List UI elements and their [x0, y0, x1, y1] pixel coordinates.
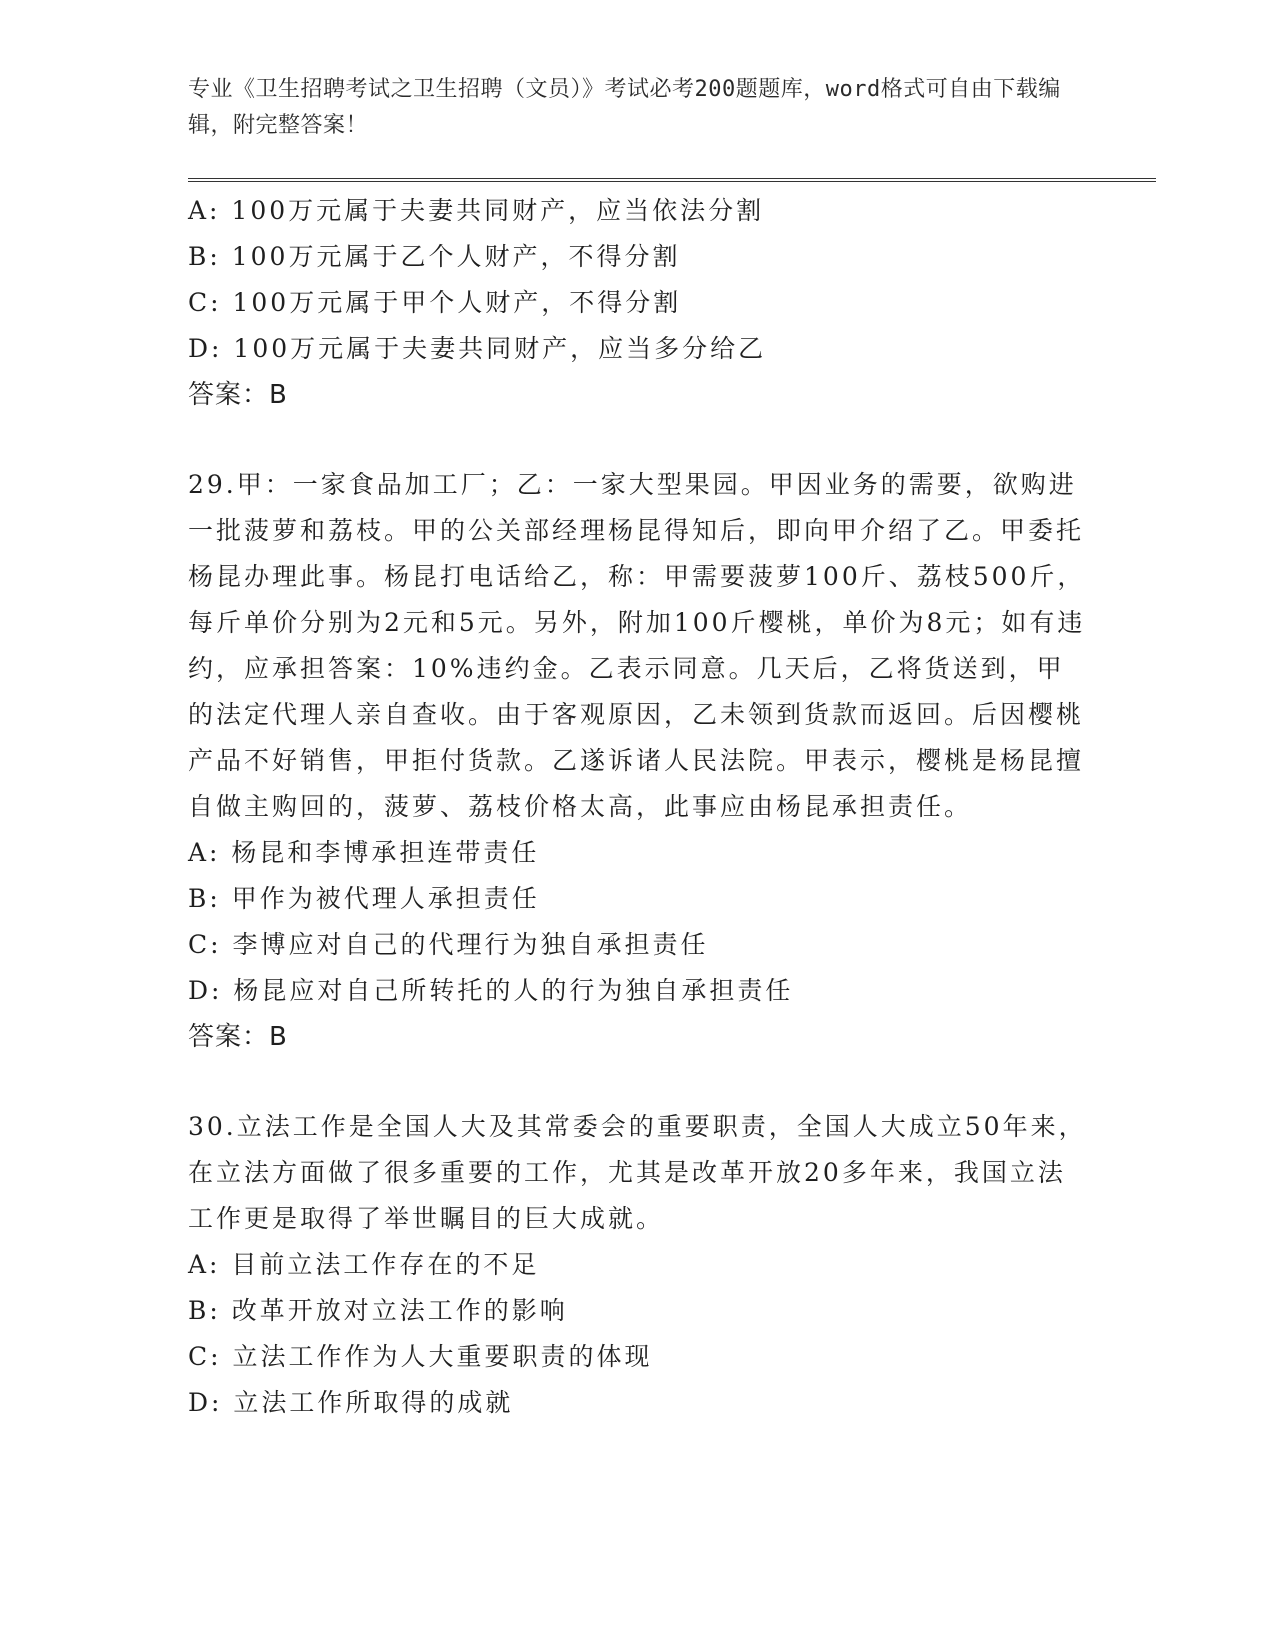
option-a: A: 100万元属于夫妻共同财产，应当依法分割	[188, 196, 765, 225]
option-c: C: 李博应对自己的代理行为独自承担责任	[188, 930, 709, 959]
header-divider	[188, 178, 1156, 182]
question-28-remainder	[188, 188, 1088, 418]
question-stem: 29.甲：一家食品加工厂；乙：一家大型果园。甲因业务的需要，欲购进一批菠萝和荔枝。甲的公关部经理杨昆得知后，即向甲介绍了乙。甲委托杨昆办理此事。杨昆打电话给乙，称：甲需要菠萝100斤、荔枝500斤，每斤单价分别为2元和5元。另外，附加100斤樱桃，单价为8元；如有违约，应承担答案：10%违约金。乙表示同意。几天后，乙将货送到，甲的法定代理人亲自查收。由于客观原因，乙未领到货款而返回。后因樱桃产品不好销售，甲拒付货款。乙遂诉诸人民法院。甲表示，樱桃是杨昆擅自做主购回的，菠萝、荔枝价格太高，此事应由杨昆承担责任。	[188, 470, 1086, 821]
spacer	[188, 418, 1088, 462]
option-a: A: 杨昆和李博承担连带责任	[188, 838, 540, 867]
option-d: D: 立法工作所取得的成就	[188, 1388, 514, 1417]
option-d: D: 杨昆应对自己所转托的人的行为独自承担责任	[188, 976, 794, 1005]
document-header: 专业《卫生招聘考试之卫生招聘（文员）》考试必考200题题库，word格式可自由下载编辑，附完整答案！	[188, 77, 1061, 138]
question-29	[188, 462, 1088, 1060]
option-c: C: 立法工作作为人大重要职责的体现	[188, 1342, 653, 1371]
option-b: B: 改革开放对立法工作的影响	[188, 1296, 568, 1325]
option-b: B: 100万元属于乙个人财产，不得分割	[188, 242, 681, 271]
option-c: C: 100万元属于甲个人财产，不得分割	[188, 288, 682, 317]
option-a: A: 目前立法工作存在的不足	[188, 1250, 540, 1279]
answer-label: 答案：B	[188, 1022, 288, 1052]
question-stem: 30.立法工作是全国人大及其常委会的重要职责，全国人大成立50年来，在立法方面做了很多重要的工作，尤其是改革开放20多年来，我国立法工作更是取得了举世瞩目的巨大成就。	[188, 1112, 1087, 1233]
answer-label: 答案：B	[188, 380, 288, 410]
option-d: D: 100万元属于夫妻共同财产，应当多分给乙	[188, 334, 767, 363]
spacer	[188, 1060, 1088, 1104]
option-b: B: 甲作为被代理人承担责任	[188, 884, 540, 913]
document-body	[188, 188, 1088, 1426]
question-30	[188, 1104, 1088, 1426]
